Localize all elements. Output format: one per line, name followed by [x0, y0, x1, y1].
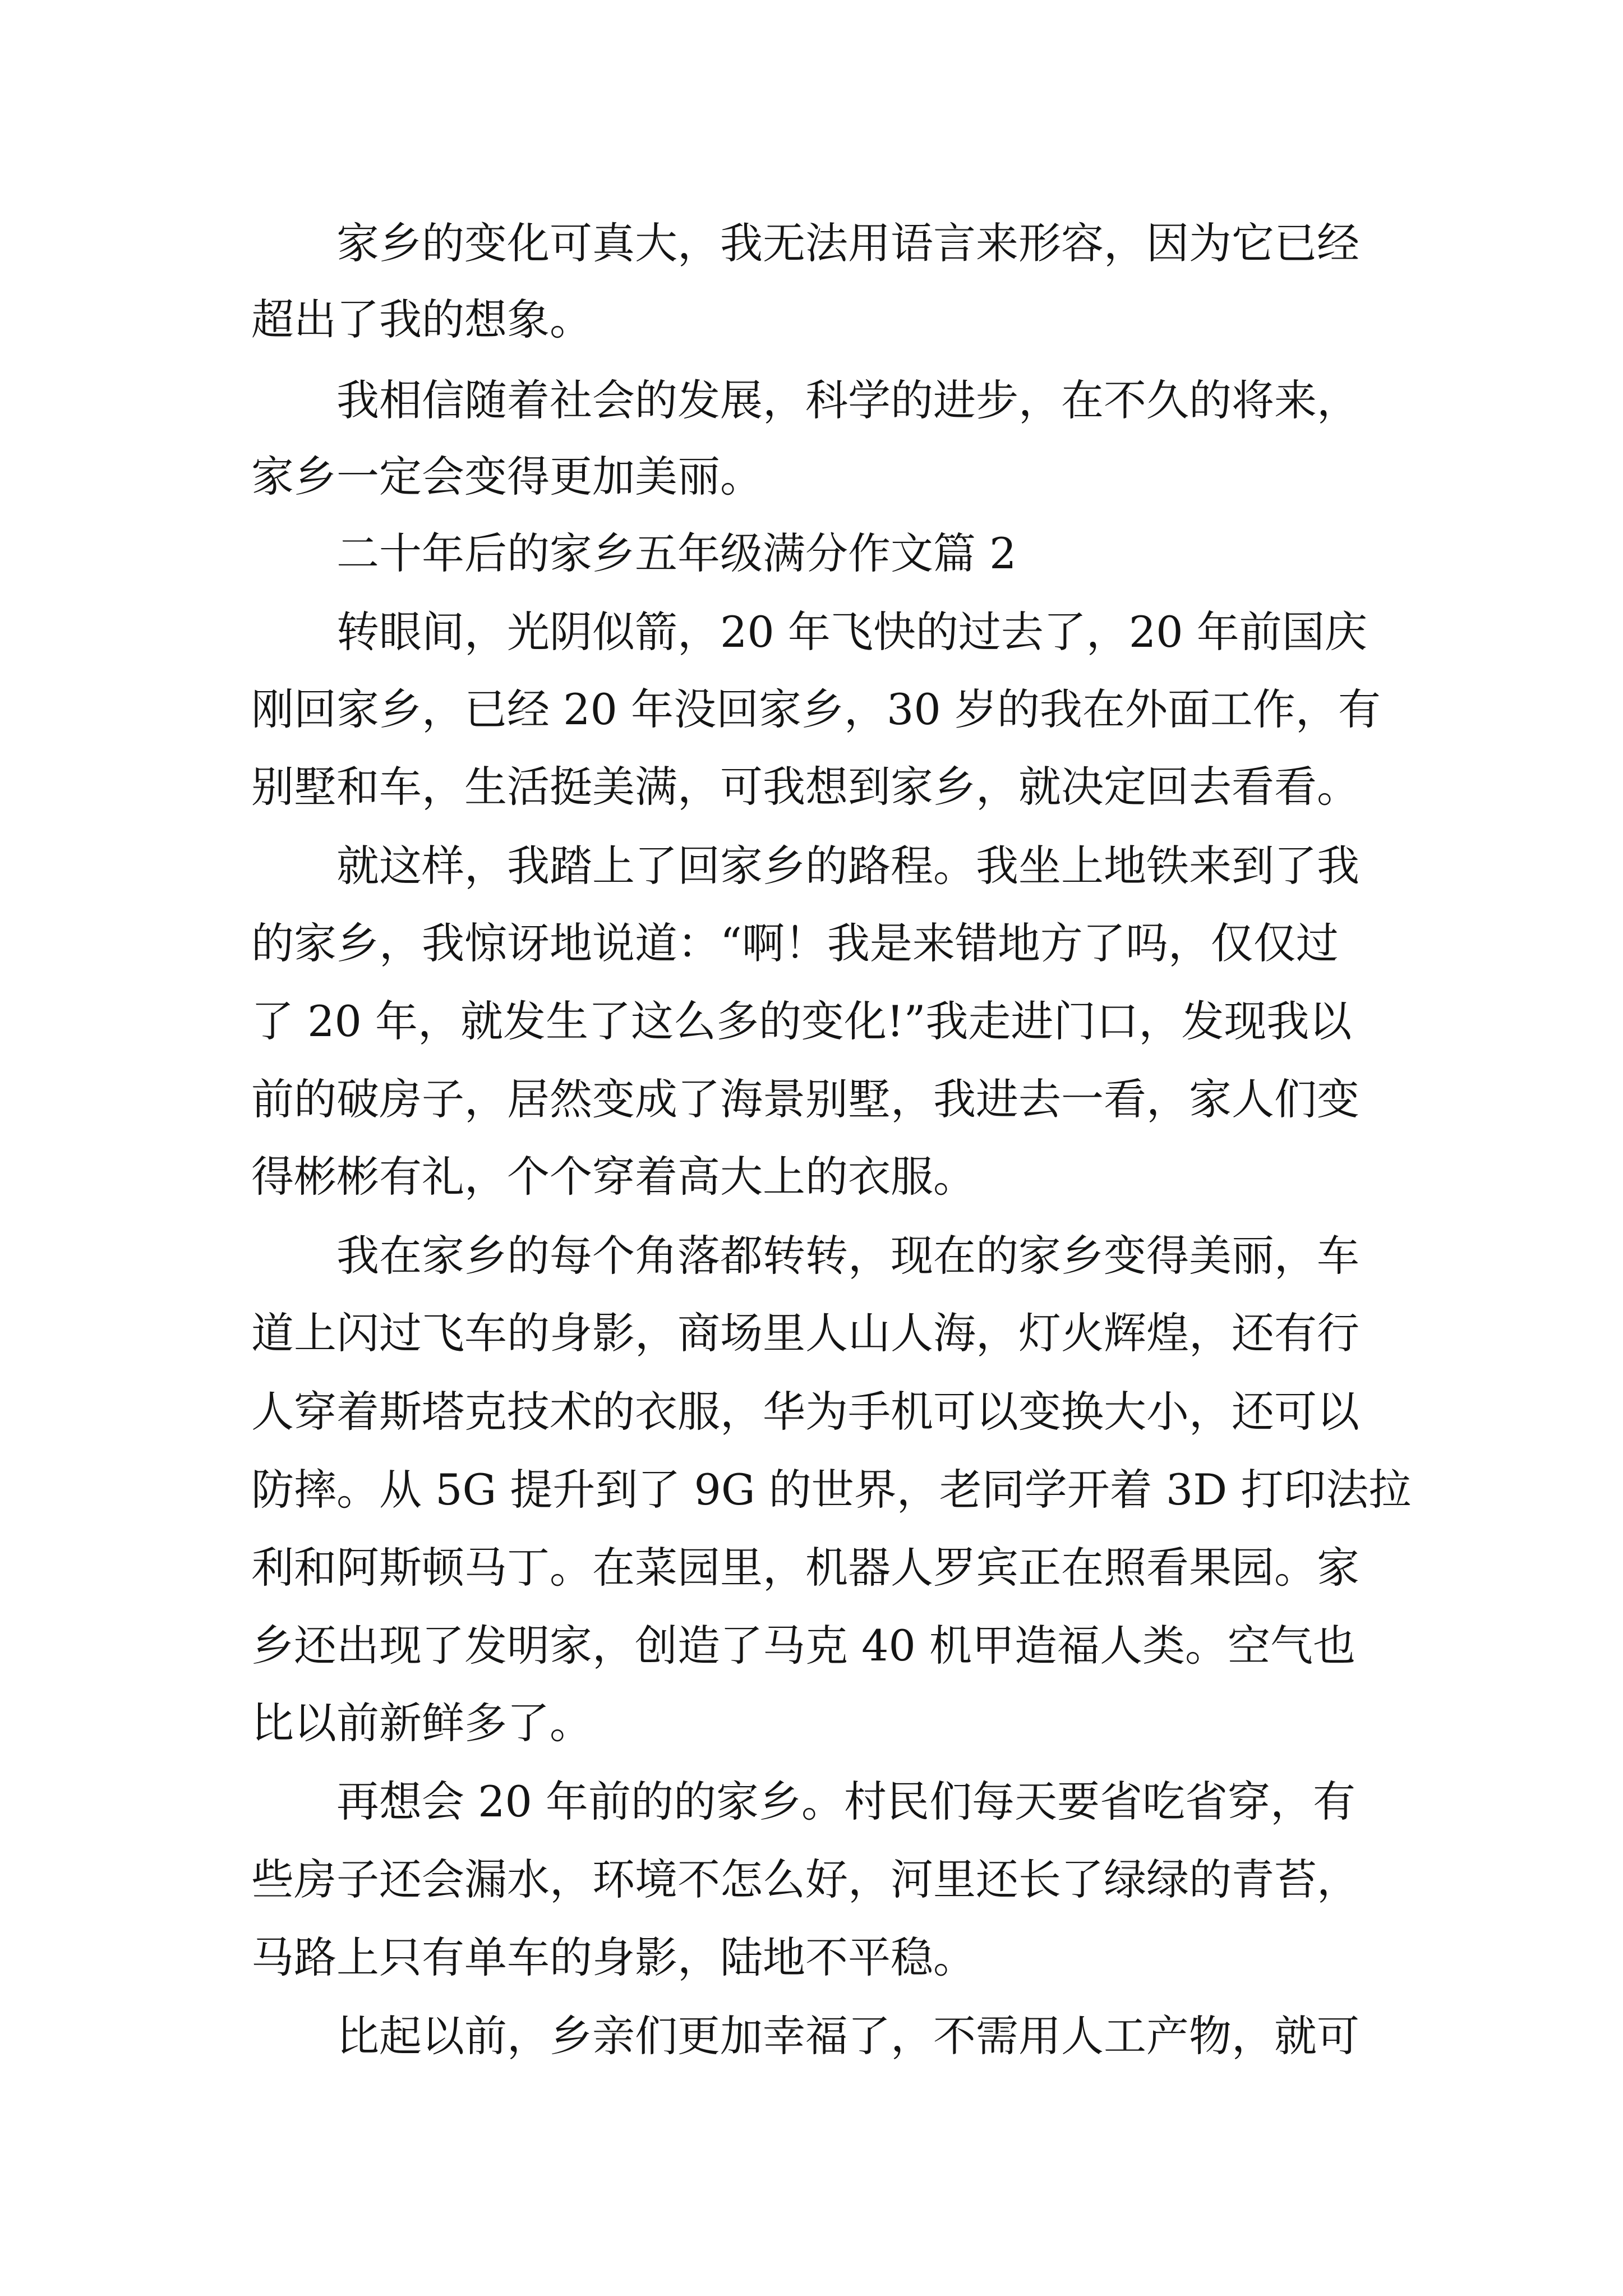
paragraph-line: 就这样，我踏上了回家乡的路程。我坐上地铁来到了我	[336, 841, 1359, 891]
paragraph-line: 超出了我的想象。	[251, 295, 592, 344]
paragraph-line: 刚回家乡，已经 20 年没回家乡，30 岁的我在外面工作，有	[251, 684, 1381, 734]
paragraph-line: 别墅和车，生活挺美满，可我想到家乡，就决定回去看看。	[251, 762, 1359, 812]
paragraph-line: 人穿着斯塔克技术的衣服，华为手机可以变换大小，还可以	[251, 1387, 1359, 1437]
paragraph-line: 乡还出现了发明家，创造了马克 40 机甲造福人类。空气也	[251, 1621, 1356, 1671]
paragraph-line: 防摔。从 5G 提升到了 9G 的世界，老同学开着 3D 打印法拉	[251, 1465, 1412, 1515]
paragraph-line: 马路上只有单车的身影，陆地不平稳。	[251, 1932, 976, 1982]
paragraph-line: 利和阿斯顿马丁。在菜园里，机器人罗宾正在照看果园。家	[251, 1543, 1359, 1593]
section-heading: 二十年后的家乡五年级满分作文篇 2	[336, 528, 1017, 578]
paragraph-line: 前的破房子，居然变成了海景别墅，我进去一看，家人们变	[251, 1074, 1359, 1124]
paragraph-line: 再想会 20 年前的的家乡。村民们每天要省吃省穿，有	[336, 1777, 1356, 1826]
paragraph-line: 道上闪过飞车的身影，商场里人山人海，灯火辉煌，还有行	[251, 1308, 1359, 1358]
paragraph-line: 比以前新鲜多了。	[251, 1698, 592, 1748]
paragraph-line: 家乡一定会变得更加美丽。	[251, 452, 763, 501]
paragraph-line: 我相信随着社会的发展，科学的进步，在不久的将来，	[336, 375, 1359, 425]
paragraph-line: 比起以前，乡亲们更加幸福了，不需用人工产物，就可	[336, 2011, 1359, 2061]
paragraph-line: 些房子还会漏水，环境不怎么好，河里还长了绿绿的青苔，	[251, 1855, 1359, 1904]
paragraph-line: 我在家乡的每个角落都转转，现在的家乡变得美丽，车	[336, 1231, 1359, 1281]
paragraph-line: 家乡的变化可真大，我无法用语言来形容，因为它已经	[336, 218, 1359, 268]
paragraph-line: 得彬彬有礼，个个穿着高大上的衣服。	[251, 1152, 976, 1202]
paragraph-line: 的家乡，我惊讶地说道：“啊！我是来错地方了吗，仅仅过	[251, 918, 1339, 968]
paragraph-line: 了 20 年，就发生了这么多的变化!”我走进门口，发现我以	[251, 996, 1352, 1046]
paragraph-line: 转眼间，光阴似箭，20 年飞快的过去了，20 年前国庆	[336, 607, 1367, 657]
